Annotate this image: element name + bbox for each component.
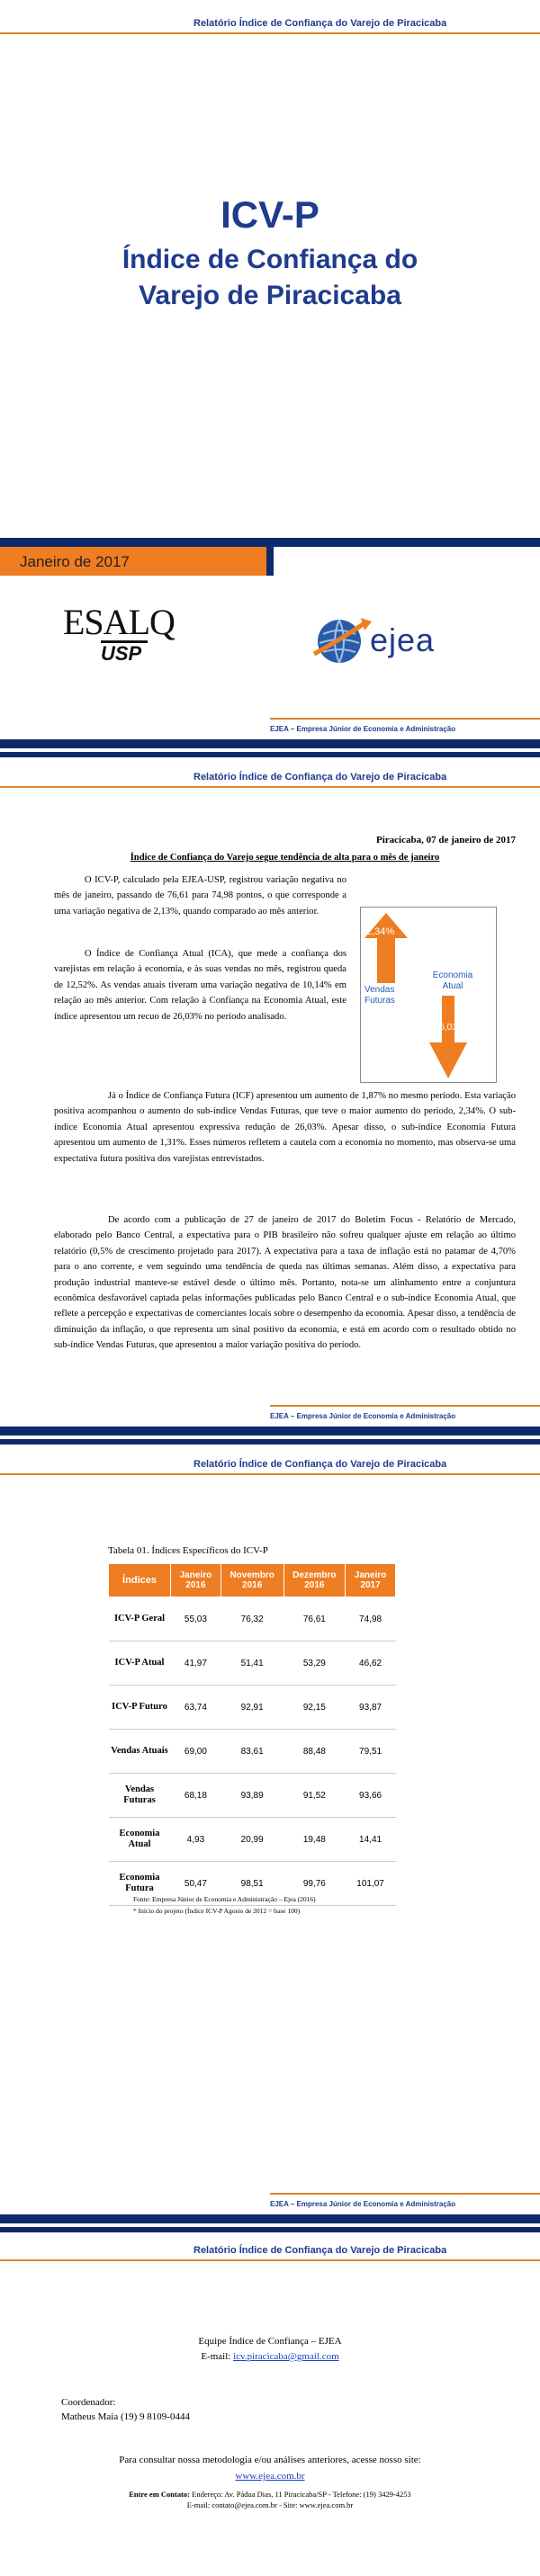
table-cell: 93,66	[346, 1774, 396, 1818]
row-label: Vendas Futuras	[109, 1774, 171, 1818]
cover-subtitle-line2: Varejo de Piracicaba	[139, 281, 401, 310]
table-row	[109, 1641, 396, 1686]
col-header: Janeiro 2017	[346, 1564, 396, 1597]
down-arrow-icon	[429, 996, 467, 1078]
table-row	[109, 1597, 396, 1641]
contact-line	[0, 2490, 540, 2499]
email-label: E-mail:	[201, 2351, 231, 2362]
table-cell: 99,76	[284, 1862, 346, 1906]
paragraph-1: O ICV-P, calculado pela EJEA-USP, registrou variação negativa no mês de janeiro, passando de 76,61 para 74,98 pontos, o que corresponde a uma variação negativa de 2,13%, quando comparado ao mês anterior.	[54, 875, 346, 917]
header-rule	[0, 32, 540, 34]
usp-logo-text: USP	[101, 640, 148, 665]
paragraph-2: O Índice de Confiança Atual (ICA), que mede a confiança dos varejistas em relação à economia, e às suas vendas no mês, registrou queda de 12,52%. As vendas atuais tiveram uma variação negativa de 10,14% em relação ao mês anterior. Com relação à Confiança na Economia Atual, este índice apresentou um recuo de 26,03% no período analisado.	[54, 949, 346, 1022]
row-label: ICV-P Atual	[109, 1641, 171, 1686]
table-cell: 76,32	[220, 1597, 284, 1641]
header-title: Relatório Índice de Confiança do Varejo de Piracicaba	[194, 18, 447, 29]
table-source-note: Fonte: Empresa Júnior de Economia e Administração – Ejea (2016)	[133, 1895, 316, 1903]
table-cell: 93,89	[220, 1774, 284, 1818]
col-header: Janeiro 2016	[171, 1564, 221, 1597]
ejea-logo	[310, 614, 490, 668]
headline: Índice de Confiança do Varejo segue tendência de alta para o mês de janeiro	[130, 853, 440, 863]
table-cell: 63,74	[171, 1686, 221, 1730]
paragraph-3-wrap	[54, 1088, 516, 1167]
table-base-note: * Início do projeto (Índice ICV-P Agosto de 2012 = base 100)	[133, 1907, 301, 1915]
page-top-band	[0, 2227, 540, 2232]
page-bottom-band	[0, 2214, 540, 2223]
up-label: Vendas Futuras	[364, 985, 395, 1006]
row-label: Economia Atual	[109, 1818, 171, 1862]
table-cell: 74,98	[346, 1597, 396, 1641]
site-line	[0, 2471, 540, 2482]
header-rule	[0, 1473, 540, 1475]
table-cell: 69,00	[171, 1730, 221, 1774]
page-top-band	[0, 752, 540, 757]
row-label: ICV-P Geral	[109, 1597, 171, 1641]
table-cell: 46,62	[346, 1641, 396, 1686]
cover-subtitle-line1: Índice de Confiança do	[122, 245, 418, 274]
footer-text: EJEA – Empresa Júnior de Economia e Administração	[270, 2200, 456, 2208]
table-row	[109, 1774, 396, 1818]
page-bottom-band	[0, 739, 540, 748]
ejea-logo-text: ejea	[370, 622, 436, 658]
contact-address: Endereço: Av. Pádua Dias, 11 Piracicaba/SP - Telefone: (19) 3429-4253	[190, 2490, 411, 2499]
up-value: 2,34%	[366, 926, 395, 937]
esalq-logo-text: ESALQ	[63, 602, 175, 642]
col-header: Dezembro 2016	[284, 1564, 346, 1597]
row-label: ICV-P Futuro	[109, 1686, 171, 1730]
paragraph-2-wrap	[54, 946, 346, 1024]
paragraph-3: Já o Índice de Confiança Futura (ICF) apresentou um aumento de 1,87% no mesmo período. Esta variação positiva acompanhou o aumento do sub-índice Vendas Futuras, que teve o maior aumento do período, 2,34%. O sub-índice Economia Atual apresentou expressiva redução de 26,03%. Apesar disso, o sub-índice Economia Futura apresentou um aumento de 1,31%. Esses números refletem a cautela com a economia no momento, mas observa-se uma expectativa futura positiva dos varejistas entrevistados.	[54, 1091, 516, 1164]
down-label: Economia Atual	[432, 970, 473, 991]
coordinator-label: Coordenador:	[61, 2397, 116, 2408]
paragraph-4: De acordo com a publicação de 27 de janeiro de 2017 do Boletim Focus - Relatório de Mercado, elaborado pelo Banco Central, a expectativa para o PIB brasileiro não sofreu qualquer ajuste em relação ao último relatório (0,5% de crescimento projetado para 2017). A expectativa para a taxa de inflação está no patamar de 4,70% para o ano corrente, e vem seguindo uma tendência de queda nas últimas semanas. Além disso, a expectativa para produção industrial manteve-se estável desde o último mês. Portanto, nota-se um alinhamento entre a conjuntura econômica desfavorável captada pelas informações publicadas pelo Banco Central e o sub-índice Economia Atual, que reflete a percepção e expectativas de comerciantes locais sobre o desempenho da economia. Apesar disso, a tendência de diminuição da inflação, o que representa um sinal positivo da economia, e está em acordo com o resultado obtido no sub-índice Vendas Futuras, que apresentou a maior variação positiva do período.	[54, 1215, 516, 1351]
table-cell: 19,48	[284, 1818, 346, 1862]
header-rule	[0, 2259, 540, 2261]
cover-title: ICV-P	[220, 193, 320, 236]
header-title: Relatório Índice de Confiança do Varejo de Piracicaba	[194, 772, 447, 783]
header-rule	[0, 786, 540, 788]
contact-line-2: E-mail: contato@ejea.com.br - Site: www.ejea.com.br	[186, 2500, 354, 2509]
email-link[interactable]: icv.piracicaba@gmail.com	[233, 2351, 339, 2362]
table-row	[109, 1818, 396, 1862]
col-header: Novembro 2016	[220, 1564, 284, 1597]
footer-rule	[270, 2193, 540, 2195]
table-cell: 68,18	[171, 1774, 221, 1818]
cover-navy-band	[0, 538, 540, 547]
table-cell: 92,15	[284, 1686, 346, 1730]
table-row	[109, 1730, 396, 1774]
table-cell: 101,07	[346, 1862, 396, 1906]
footer-text: EJEA – Empresa Júnior de Economia e Administração	[270, 1412, 456, 1420]
table-cell: 14,41	[346, 1818, 396, 1862]
footer-rule	[270, 718, 540, 720]
table-cell: 41,97	[171, 1641, 221, 1686]
dateline: Piracicaba, 07 de janeiro de 2017	[376, 835, 516, 845]
esalq-usp-logo	[63, 602, 175, 667]
header-title: Relatório Índice de Confiança do Varejo de Piracicaba	[194, 1459, 447, 1470]
cover-month-box	[0, 547, 266, 576]
row-label: Vendas Atuais	[109, 1730, 171, 1774]
footer-rule	[270, 1405, 540, 1407]
table-cell: 92,91	[220, 1686, 284, 1730]
table-cell: 76,61	[284, 1597, 346, 1641]
footer-text: EJEA – Empresa Júnior de Economia e Administração	[270, 725, 456, 733]
table-cell: 20,99	[220, 1818, 284, 1862]
table-cell: 98,51	[220, 1862, 284, 1906]
up-arrow-icon	[364, 913, 408, 983]
paragraph-1-wrap	[54, 872, 346, 919]
globe-icon	[310, 614, 374, 666]
table-cell: 79,51	[346, 1730, 396, 1774]
email-line	[0, 2351, 540, 2362]
contact-label: Entre em Contato:	[129, 2490, 191, 2499]
table-cell: 4,93	[171, 1818, 221, 1862]
table-cell: 50,47	[171, 1862, 221, 1906]
table-cell: 53,29	[284, 1641, 346, 1686]
table-cell: 55,03	[171, 1597, 221, 1641]
row-label: Economia Futura	[109, 1862, 171, 1906]
team-line: Equipe Índice de Confiança – EJEA	[198, 2336, 342, 2347]
table-cell: 88,48	[284, 1730, 346, 1774]
coordinator-name: Matheus Maia (19) 9 8109-0444	[61, 2411, 190, 2422]
header-title: Relatório Índice de Confiança do Varejo de Piracicaba	[194, 2245, 447, 2256]
cover-month-accent	[266, 547, 274, 576]
col-header: Índices	[109, 1564, 171, 1597]
icv-table	[108, 1563, 396, 1906]
consult-text: Para consultar nossa metodologia e/ou análises anteriores, acesse nosso site:	[119, 2455, 421, 2465]
page-top-band	[0, 1439, 540, 1445]
table-cell: 91,52	[284, 1774, 346, 1818]
table-row	[109, 1686, 396, 1730]
down-value: -26,03%	[431, 1023, 465, 1033]
table-cell: 51,41	[220, 1641, 284, 1686]
paragraph-4-wrap	[54, 1212, 516, 1354]
table-header-row	[109, 1564, 396, 1597]
cover-month: Janeiro de 2017	[20, 553, 130, 570]
table-cell: 93,87	[346, 1686, 396, 1730]
variation-figure	[360, 907, 497, 1083]
page-bottom-band	[0, 1427, 540, 1436]
table-caption: Tabela 01. Índices Específicos do ICV-P	[108, 1545, 268, 1556]
table-cell: 83,61	[220, 1730, 284, 1774]
site-link[interactable]: www.ejea.com.br	[235, 2471, 305, 2482]
